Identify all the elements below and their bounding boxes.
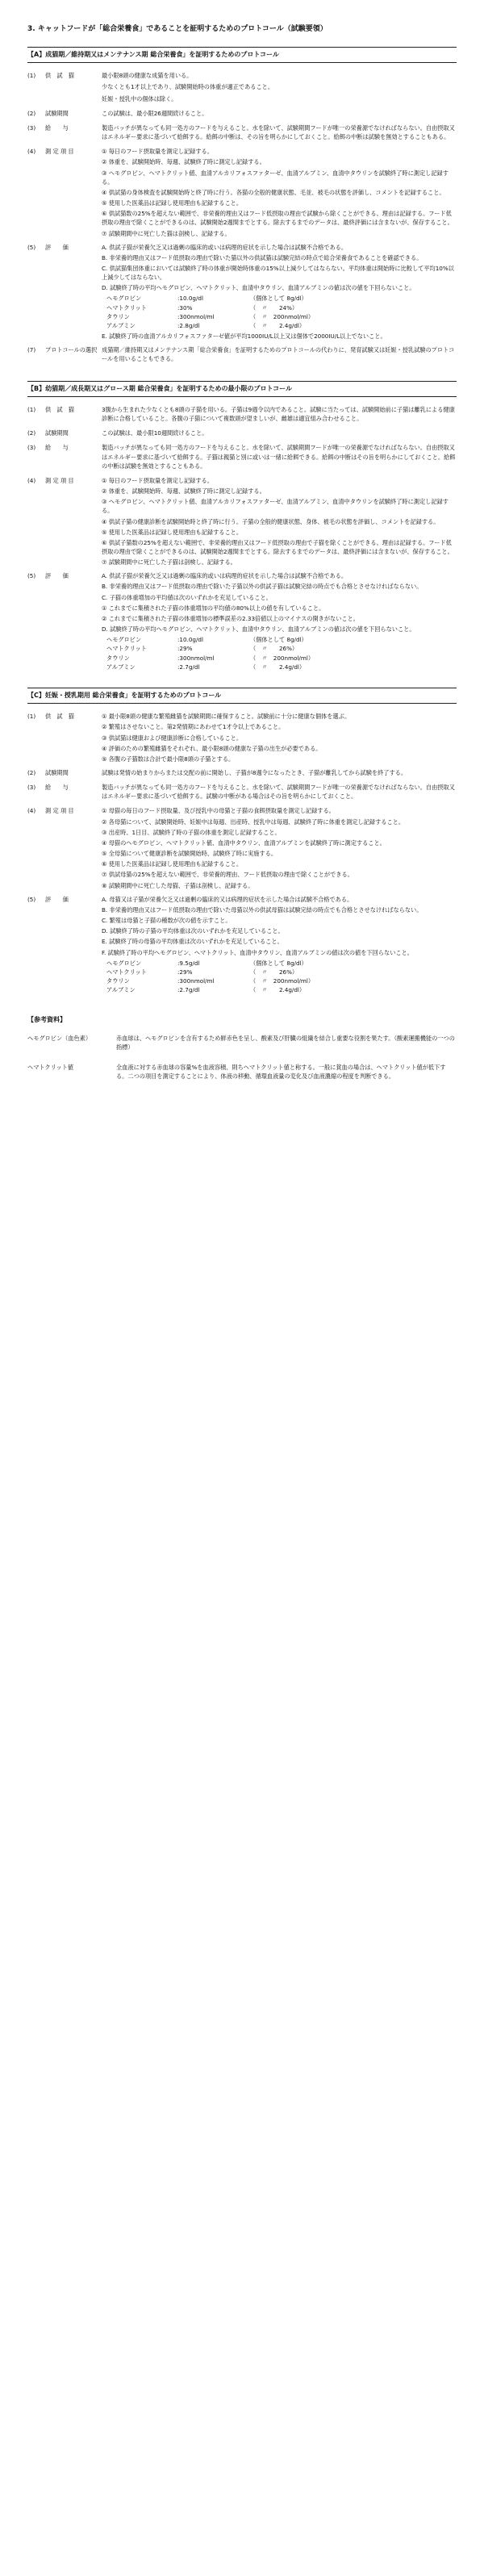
row-label-text: 給 与 [45,784,69,792]
list-item [102,157,457,166]
criteria-name: ヘマトクリット [106,968,147,976]
list-item [102,859,457,868]
row-label-text: 評 価 [45,895,69,903]
criteria-value-row [106,968,457,976]
paragraph: 試験は発情の始まりからまたは交配の前に開始し、子猫が8週令になったとき、子猫が離乳してから試験を終了する。 [102,769,407,777]
list-item-text: ② 体重を、試験開始時、毎週、試験終了時に測定し記録する。 [102,487,265,496]
list-item [102,625,457,634]
definition-row [27,712,457,765]
protocol-section [27,381,457,673]
row-number: (2) [27,429,36,437]
list-item-text: B. 非栄養的理由又はフード低摂取の理由で除いた子猫以外の供試子猫は試験完結の時点でも合格とさせなければならない。 [102,583,423,591]
criteria-value-row [106,644,457,653]
reference-entry [27,1063,457,1081]
row-value [102,109,457,120]
row-label-text: プロトコールの選択 [45,346,98,354]
list-item [102,229,457,238]
definition-row [27,71,457,105]
row-label-text: 測 定 項 目 [45,476,74,484]
criteria-name: ヘマトクリット [106,645,147,653]
list-item-text: ① これまでに集積された子猫の体重増加の平均値の80%以上の値を有していること。 [102,604,325,612]
list-item-text: ⑤ 全母猫について健康診断を試験開始時、試験終了時に実施する。 [102,850,277,858]
row-label-text: 測 定 項 目 [45,148,74,156]
list-item [102,937,457,946]
paragraph: 成猫期／維持期又はメンテナンス期「総合栄養食」を証明するためのプロトコールの代わりに、発育試験又は妊娠・授乳試験のプロトコールを用いることもできる。 [102,346,455,363]
list-item [102,806,457,815]
list-item [102,722,457,731]
criteria-mean: :2.7g/dl [177,986,200,994]
definition-row [27,429,457,440]
protocol-section [27,688,457,996]
criteria-value-row [106,976,457,985]
row-number: (1) [27,405,36,413]
paragraph: 少なくとも1才以上であり、試験開始時の体重が適正であること。 [102,83,274,91]
list-item [102,487,457,496]
row-value [102,429,457,440]
list-item-text: ④ 供試子猫の健康診断を試験開始時と終了時に行う。子猫の全般的健康状態、身体、被毛の状態を評価し、コメントを記録する。 [102,517,440,525]
list-item-text: A. 母猫又は子猫が栄養欠乏又は過剰の臨床的又は病理的症状を示した場合は試験不合格である。 [102,895,353,903]
references-title: 【参考資料】 [27,1016,66,1024]
criteria-name: タウリン [106,976,130,985]
list-item-text: ⑥ 供試子猫数の25%を超えない範囲で、非栄養的理由又はフード低摂取の理由で子猫を除くことができる。理由は記録する。フード低摂取の理由で除くことができるのは、試験開始2週間までとする。除去するまでのデータは、最終評価には含まないが、保存すること。 [102,538,453,555]
criteria-mean: :2.8g/dl [177,321,200,329]
row-label [27,712,102,765]
list-item [102,528,457,537]
row-number: (5) [27,895,36,903]
row-value [102,571,457,673]
document-title: 3. キャットフードが「総合栄養食」であることを証明するためのプロトコール（試験要領） [27,25,328,33]
list-item-text: ⑦ 試験期間中に死亡した子猫は剖検し、記録する。 [102,558,236,567]
paragraph: この試験は、最小限10週間続けること。 [102,429,208,437]
criteria-name: ヘモグロビン [106,959,142,967]
list-item [102,243,457,252]
criteria-individual: （ 〃 200nmol/ml） [250,312,315,320]
criteria-mean: :29% [177,645,193,653]
reference-text: 全血液に対する赤血球の容量%を血液容積、則ちヘマトクリット値と称する。一般に貧血の場合は、ヘマトクリット値が低下する。二つの項目を測定することにより、体液の移動、循環血液量の変化及び血液濃縮の程度を判断できる。 [116,1064,446,1081]
row-label [27,71,102,105]
list-item-text: ④ 母猫のヘモグロビン、ヘマトクリット値、血清中タウリン、血清アルブミンを試験終了時に測定すること。 [102,838,386,847]
row-label [27,109,102,120]
list-item [102,497,457,515]
list-item-text: A. 供試子猫が栄養欠乏又は過剰の臨床的或いは病理的症状を示した場合は試験不合格である。 [102,572,348,580]
list-item [102,916,457,925]
row-value [102,443,457,472]
list-item [102,582,457,591]
row-label-text: 供 試 猫 [45,713,74,721]
criteria-mean: :300nmol/ml [177,654,215,662]
list-item-text: ④ 評価のための繁殖雌猫をそれぞれ、最小限8頭の健康な子猫の出生が必要である。 [102,744,322,752]
row-value [102,71,457,105]
row-number: (3) [27,444,36,452]
criteria-mean: :10.0g/dl [177,636,203,644]
list-item [102,604,457,613]
row-number: (5) [27,572,36,580]
list-item-text: E. 試験終了時の血清アルカリフォスファターゼ値が平均1000IU/L以上又は個体で2000IU/L以上でないこと。 [102,332,386,341]
criteria-individual: （ 〃 200nmol/ml） [250,976,315,985]
criteria-name: アルブミン [106,321,136,329]
criteria-mean: :9.5g/dl [177,959,200,967]
paragraph: 妊娠・授乳中の個体は除く。 [102,94,177,102]
list-item [102,188,457,197]
criteria-name: タウリン [106,312,130,320]
list-item [102,926,457,935]
list-item-text: ① 毎日のフード摂取量を測定し記録する。 [102,148,213,156]
paragraph: この試験は、最小限26週間続けること。 [102,109,208,117]
definition-row [27,768,457,780]
list-item-text: ⑥ 使用した医薬品は記録し使用理由も記録すること。 [102,860,243,868]
list-item-text: ⑦ 試験期間中に死亡した猫は剖検し、記録する。 [102,229,231,237]
definition-row [27,109,457,120]
row-label [27,123,102,144]
definition-row [27,476,457,568]
criteria-value-row [106,312,457,321]
criteria-name: アルブミン [106,663,136,671]
criteria-individual: （個体として 8g/dl） [250,959,307,967]
row-label-text: 給 与 [45,444,69,452]
list-item-text: ⑧ 試験期間中に死亡した母猫、子猫は剖検し、記録する。 [102,881,254,889]
criteria-name: ヘモグロビン [106,295,142,303]
list-item-text: ① 毎日のフード摂取量を測定し記録する。 [102,476,213,484]
row-label [27,405,102,425]
criteria-value-row [106,294,457,303]
criteria-name: タウリン [106,654,130,662]
list-item-text: A. 供試子猫が栄養欠乏又は過剰の臨床的或いは病理的症状を示した場合は試験不合格である。 [102,243,348,251]
paragraph: 製造バッチが異なっても同一処方のフードを与えること。水を除いて、試験期間フードが唯一の栄養源でなければならない。自由摂取又はエネルギー要求に基づいて給餌する。試験の中断がある場合はその旨を明らかにしておくこと。 [102,784,455,801]
row-label [27,243,102,343]
list-item-text: E. 試験終了時の母猫の平均体重は次のいずれかを充足していること。 [102,938,283,946]
list-item [102,169,457,186]
list-item-text: D. 試験終了時の子猫の平均体重は次のいずれかを充足していること。 [102,927,284,935]
definition-row [27,783,457,803]
row-number: (4) [27,476,36,484]
list-item-text: D. 試験終了時の平均ヘモグロビン、ヘマトクリット、血清中タウリン、血清アルブミンの値は次の値を下回らないこと。 [102,625,415,634]
sections-container [27,47,457,996]
criteria-value-row [106,654,457,663]
row-number: (4) [27,148,36,156]
row-label-text: 評 価 [45,243,69,251]
row-value [102,476,457,568]
protocol-section [27,47,457,366]
row-value [102,806,457,891]
list-item [102,593,457,602]
row-number: (1) [27,713,36,721]
list-item-text: ① 最小限8頭の健康な繁殖雌猫を試験期間に確保すること。試験前に十分に健康な個体を選ぶ。 [102,713,351,721]
row-value [102,783,457,803]
row-label [27,147,102,239]
row-number: (4) [27,807,36,815]
row-label-text: 供 試 猫 [45,72,74,80]
row-value [102,345,457,366]
row-label [27,476,102,568]
row-label-text: 供 試 猫 [45,405,74,413]
row-label [27,783,102,803]
definition-row [27,443,457,472]
criteria-individual: （ 〃 26%） [250,968,298,976]
references-list [27,1034,457,1081]
row-label [27,443,102,472]
list-item [102,818,457,826]
criteria-values [102,635,457,671]
list-item [102,538,457,556]
row-label-text: 試験期間 [45,429,69,437]
list-item [102,838,457,847]
row-label [27,768,102,780]
list-item [102,264,457,282]
criteria-mean: :30% [177,303,193,312]
list-item [102,948,457,957]
definition-row [27,405,457,425]
list-item [102,849,457,858]
row-value [102,895,457,997]
definition-row [27,571,457,673]
paragraph: 最小限8頭の健康な成猫を用いる。 [102,72,193,80]
row-label [27,345,102,366]
list-item-text: ⑥ 供試猫数の25%を超えない範囲で、非栄養的理由又はフード低摂取の理由で試験から除くことができる。理由は記録する。フード低摂取の理由で除くことができるのは、試験開始2週間までとする。除去するまでのデータは、最終評価には含まないが、保存すること。 [102,210,453,227]
row-label [27,429,102,440]
row-number: (5) [27,243,36,251]
list-item-text: C. 子猫の体重増加の平均値は次のいずれかを充足していること。 [102,593,272,601]
criteria-individual: （ 〃 24%） [250,303,298,312]
list-item [102,734,457,742]
criteria-individual: （ 〃 2.4g/dl） [250,321,306,329]
list-item-text: ④ 供試猫の身体検査を試験開始時と終了時に行う。各猫の全般的健康状態、毛並、被毛の状態を評価し、コメントを記録すること。 [102,188,445,196]
list-item [102,828,457,837]
reference-text: 赤血球は、ヘモグロビンを含有するため鮮赤色を呈し、酸素及び肝臓の組織を結合し重要な役割を果たす。（酸素運搬機能の一つの指標） [116,1034,455,1051]
criteria-value-row [106,635,457,644]
list-item-text: ③ ヘモグロビン、ヘマトクリット値、血清アルカリフォスファターゼ、血清アルブミン、血清中タウリンを試験終了時に測定し記録する。 [102,498,449,515]
criteria-mean: :2.7g/dl [177,663,200,671]
list-item-text: C. 供試猫集団体重においては試験終了時の体重が開始時体重の15%以上減少してはならない。平均体重は開始時に比較して平均10%以上減少してはならない。 [102,264,454,282]
criteria-mean: :300nmol/ml [177,312,215,320]
criteria-value-row [106,959,457,968]
row-label-text: 測 定 項 目 [45,807,74,815]
row-label-text: 試験期間 [45,109,69,117]
list-item-text: ② 繁殖はさせないこと。第2発情期にあわせて1才令以上であること。 [102,723,285,731]
list-item [102,895,457,904]
criteria-mean: :10.0g/dl [177,295,203,303]
row-number: (3) [27,123,36,132]
row-label-text: 試験期間 [45,769,69,777]
row-number: (7) [27,346,36,354]
list-item-text: B. 非栄養的理由又はフード低摂取の理由で除いた母猫以外の供試母猫は試験完結の時点でも合格とさせなければならない。 [102,905,423,914]
section-header: 【B】幼猫期／成長期又はグロース期 総合栄養食」を証明するための最小限のプロトコール [27,381,457,397]
list-item [102,332,457,341]
list-item [102,558,457,567]
list-item [102,881,457,890]
list-item [102,755,457,763]
row-value [102,147,457,239]
criteria-individual: （ 〃 26%） [250,645,298,653]
list-item-text: C. 繁殖は母猫と子猫の種数が次の値を示すこと。 [102,917,232,925]
criteria-individual: （ 〃 2.4g/dl） [250,986,306,994]
criteria-name: アルブミン [106,986,136,994]
paragraph: 製造バッチが異なっても同一処方のフードを与えること。水を除いて、試験期間フードが唯一の栄養源でなければならない。自由摂取又はエネルギー要求に基づいて給餌する。給餌の中断は、その旨を明らかにしておくこと。給餌の中断は試験を無効とすることもある。 [102,123,455,141]
row-value [102,243,457,343]
criteria-individual: （ 〃 2.4g/dl） [250,663,306,671]
criteria-values [102,959,457,995]
definition-row [27,123,457,144]
criteria-individual: （個体として 8g/dl） [250,295,307,303]
list-item-text: F. 試験終了時の平均ヘモグロビン、ヘマトクリット、血清中タウリン、血清アルブミンの値は次の値を下回らないこと。 [102,948,413,956]
references [27,1015,457,1081]
list-item [102,253,457,262]
document-page [0,0,484,1124]
list-item [102,870,457,879]
criteria-value-row [106,321,457,330]
list-item-text: ⑤ 使用した医薬品は記録し使用理由も記録すること。 [102,528,243,536]
definition-row [27,895,457,997]
criteria-value-row [106,663,457,671]
criteria-individual: （ 〃 200nmol/ml） [250,654,315,662]
list-item-text: D. 試験終了時の平均ヘモグロビン、ヘマトクリット、血清中タウリン、血清アルブミンの値は次の値を下回らないこと。 [102,284,415,292]
reference-term: へモグロビン（血色素） [27,1034,92,1042]
list-item [102,905,457,914]
paragraph: 3腹から生まれた少なくとも8頭の子猫を用いる。子猫は9週令以内であること。試験に当たっては、試験開始前に子猫は離乳による健康診断に合格していること。各腹の子猫について複数頭が望ましいが、雌雄は適宜組み合わせること。 [102,405,455,423]
reference-entry [27,1034,457,1052]
list-item-text: ⑤ 使用した医薬品は記録し使用理由も記録すること。 [102,199,243,207]
list-item [102,744,457,753]
definition-row [27,806,457,891]
list-item [102,283,457,292]
list-item [102,199,457,207]
list-item-text: ⑦ 供試母猫の25%を超えない範囲で、非栄養的理由、フード低摂取の理由で除くことができる。 [102,871,353,879]
criteria-name: ヘマトクリット [106,303,147,312]
row-number: (2) [27,769,36,777]
list-item [102,147,457,156]
list-item [102,571,457,580]
list-item-text: ③ ヘモグロビン、ヘマトクリット値、血清アルカリフォスファターゼ、血清アルブミン、血清中タウリンを試験終了時に測定し記録する。 [102,169,449,186]
section-header: 【A】成猫期／維持期又はメンテナンス期 総合栄養食」を証明するためのプロトコール [27,47,457,63]
criteria-value-row [106,303,457,312]
list-item [102,712,457,721]
row-label [27,571,102,673]
definition-row [27,147,457,239]
row-value [102,712,457,765]
list-item [102,614,457,623]
criteria-mean: :300nmol/ml [177,976,215,985]
list-item-text: ① 母猫の毎日のフード摂取量、及び授乳中の母猫と子猫の食餌摂取量を測定し記録する。 [102,807,335,815]
reference-term: ヘマトクリット値 [27,1064,74,1071]
criteria-values [102,294,457,330]
list-item-text: ② これまでに集積された子猫の体重増加の標準誤差の2.33倍値以上のマイナスの開きがないこと。 [102,614,359,622]
definition-row [27,243,457,343]
row-value [102,123,457,144]
list-item [102,209,457,227]
list-item-text: ③ 出産時、1日目、試験終了時の子猫の体重を測定し記録すること。 [102,828,281,836]
list-item [102,517,457,526]
list-item-text: ③ 供試猫は健康および健康診断に合格していること。 [102,734,243,742]
paragraph: 製造バッチが異なっても同一処方のフードを与えること。水を除いて、試験期間フードが唯一の栄養源でなければならない。自由摂取又はエネルギー要求に基づいて給餌する。子猫は親猫と別に或いは一緒に給餌できる。給餌の中断はその旨を明らかにしておくこと。給餌の中断は試験を無効とすることもある。 [102,444,456,470]
list-item-text: ② 体重を、試験開始時、毎週、試験終了時に測定し記録する。 [102,158,265,166]
row-label-text: 評 価 [45,572,69,580]
criteria-mean: :29% [177,968,193,976]
definition-row [27,345,457,366]
list-item-text: ② 各母猫について、試験開始時、妊娠中は毎週、出産時、授乳中は毎週、試験終了時に体重を測定し記録すること。 [102,818,405,826]
section-header: 【C】妊娠・授乳期用 総合栄養食」を証明するためのプロトコール [27,688,457,704]
row-value [102,768,457,780]
list-item [102,476,457,485]
list-item-text: ⑤ 各腹の子猫数は合計で最小限8頭の子猫とする。 [102,755,235,763]
row-label-text: 給 与 [45,123,69,132]
row-number: (2) [27,109,36,117]
criteria-name: ヘモグロビン [106,636,142,644]
criteria-value-row [106,985,457,994]
criteria-individual: （個体として 8g/dl） [250,636,307,644]
list-item-text: B. 非栄養的理由又はフード低摂取の理由で除いた猫以外の供試猫は試験完結の時点で総合栄養食であることを確認できる。 [102,253,423,261]
row-number: (3) [27,784,36,792]
row-label [27,806,102,891]
row-number: (1) [27,72,36,80]
row-label [27,895,102,997]
row-value [102,405,457,425]
